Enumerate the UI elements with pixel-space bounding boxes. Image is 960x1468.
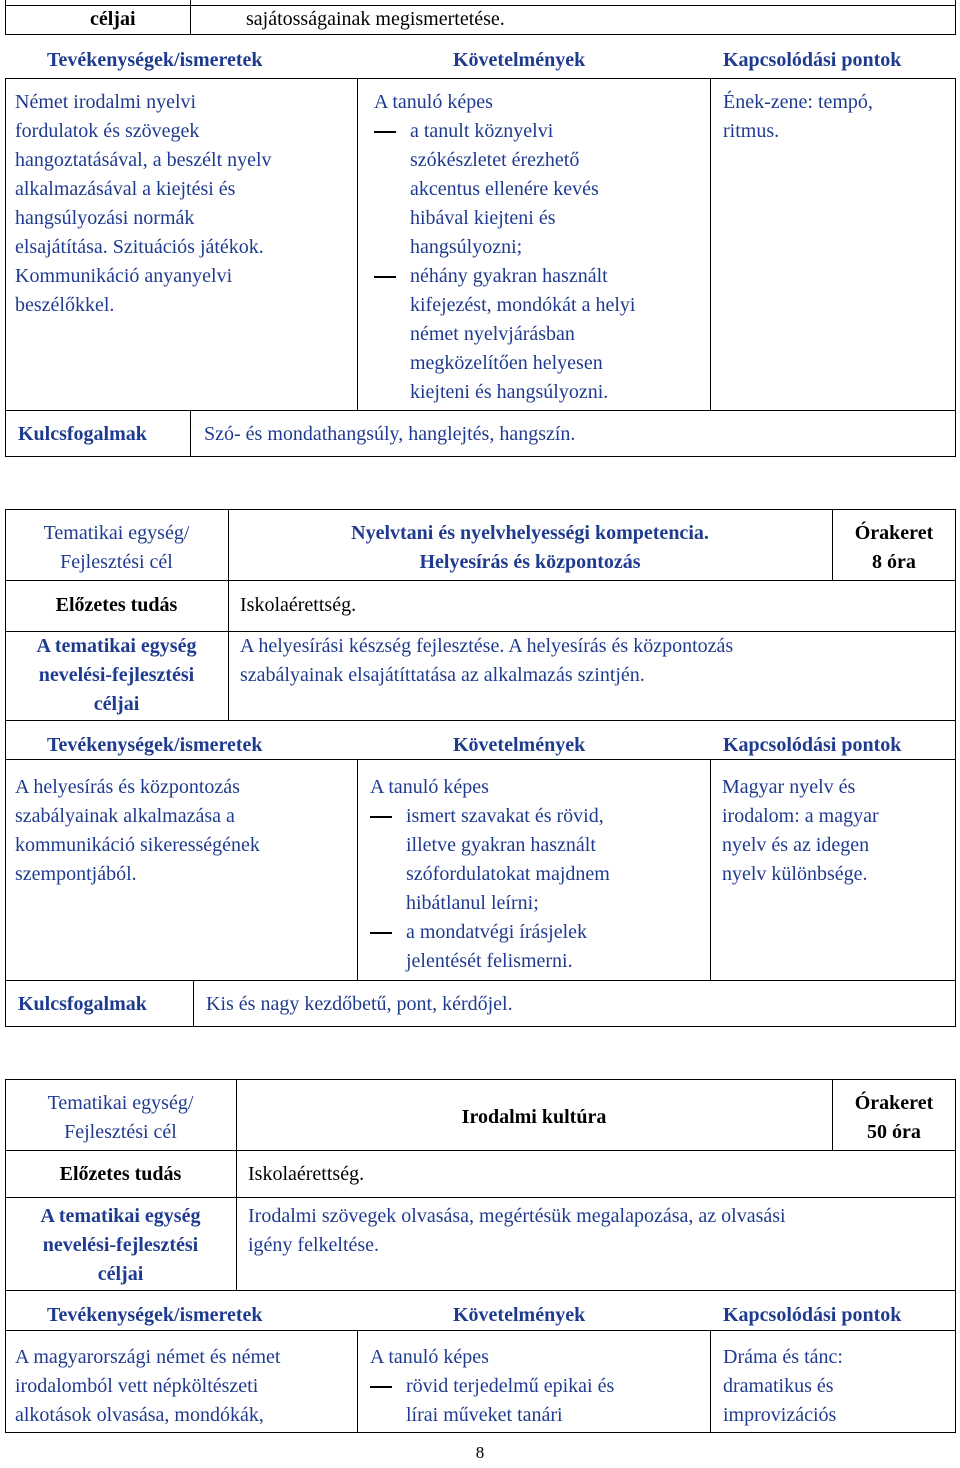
key-concepts-text: Szó- és mondathangsúly, hanglejtés, hangszín. (204, 423, 576, 445)
requirement-item: néhány gyakran használt kifejezést, mondókát a helyi német nyelvjárásban megközelítően helyesen kiejteni és hangsúlyozni. (410, 265, 636, 403)
rule (955, 78, 956, 456)
unit-title: Irodalmi kultúra (461, 1106, 607, 1128)
dash-bullet (370, 816, 392, 818)
page-number: 8 (475, 1443, 485, 1462)
prereq-text: Iskolaérettség. (240, 594, 357, 616)
requirement-item: a tanult köznyelvi szókészletet érezhető akcentus ellenére kevés hibával kiejteni és hangsúlyozni; (410, 120, 599, 258)
rule (710, 759, 711, 980)
rule (5, 980, 956, 981)
rule (5, 580, 956, 581)
goals-text: Irodalmi szövegek olvasása, megértésük megalapozása, az olvasási igény felkeltése. (248, 1205, 786, 1256)
rule (5, 456, 956, 457)
requirement-item: ismert szavakat és rövid, illetve gyakran használt szófordulatokat majdnem hibátlanul leírni; (406, 805, 610, 914)
prereq-label: Előzetes tudás (55, 594, 178, 616)
rule (5, 78, 6, 456)
activities-text: Német irodalmi nyelvi fordulatok és szövegek hangoztatásával, a beszélt nyelv alkalmazásával a kiejtési és hangsúlyozási normák elsajátítása. Szituációs játékok. Kommunikáció anyanyelvi beszélőkkel. (15, 91, 272, 316)
connections-text: Magyar nyelv és irodalom: a magyar nyelv és az idegen nyelv különbsége. (722, 776, 879, 885)
key-concepts-label: Kulcsfogalmak (18, 993, 147, 1015)
rule (5, 1432, 956, 1433)
rule (5, 1079, 956, 1080)
unit-label: Tematikai egység/ Fejlesztési cél (43, 522, 190, 573)
unit-label: Tematikai egység/ Fejlesztési cél (47, 1092, 194, 1143)
header-activities: Tevékenységek/ismeretek (47, 734, 263, 756)
rule (357, 1330, 358, 1432)
goals-label: A tematikai egység nevelési-fejlesztési céljai (40, 1205, 201, 1285)
requirement-item: rövid terjedelmű epikai és lírai műveket tanári (406, 1375, 615, 1426)
requirements-intro: A tanuló képes (370, 1346, 489, 1368)
rule (955, 0, 956, 34)
rule (190, 0, 191, 34)
header-requirements: Követelmények (453, 49, 586, 71)
goals-text: A helyesírási készség fejlesztése. A helyesírás és központozás szabályainak elsajátíttatása az alkalmazás szintjén. (240, 635, 734, 686)
header-requirements: Követelmények (453, 1304, 586, 1326)
rule (5, 78, 956, 79)
rule (5, 1150, 956, 1151)
requirements-intro: A tanuló képes (374, 91, 493, 113)
rule (357, 759, 358, 980)
prereq-text: Iskolaérettség. (248, 1163, 365, 1185)
header-connections: Kapcsolódási pontok (723, 49, 902, 71)
rule (5, 0, 6, 34)
hours-box: Órakeret 8 óra (854, 522, 934, 573)
rule (5, 410, 956, 411)
rule (5, 509, 6, 1026)
rule (5, 1290, 956, 1291)
header-connections: Kapcsolódási pontok (723, 1304, 902, 1326)
rule (357, 78, 358, 410)
dash-bullet (370, 1386, 392, 1388)
rule (190, 410, 191, 456)
rule (5, 34, 956, 35)
rule (955, 509, 956, 1026)
dash-bullet (374, 131, 396, 133)
key-concepts-label: Kulcsfogalmak (18, 423, 147, 445)
rule (5, 509, 956, 510)
rule (5, 1026, 956, 1027)
dash-bullet (374, 276, 396, 278)
activities-text: A magyarországi német és német irodalomból vett népköltészeti alkotások olvasása, mondókák, (15, 1346, 281, 1426)
dash-bullet (370, 932, 392, 934)
header-requirements: Követelmények (453, 734, 586, 756)
header-connections: Kapcsolódási pontok (723, 734, 902, 756)
rule (193, 980, 194, 1026)
goal-text: sajátosságainak megismertetése. (246, 8, 505, 30)
prereq-label: Előzetes tudás (59, 1163, 182, 1185)
goals-label: A tematikai egység nevelési-fejlesztési céljai (36, 635, 197, 715)
requirements-intro: A tanuló képes (370, 776, 489, 798)
requirement-item: a mondatvégi írásjelek jelentését felismerni. (406, 921, 588, 972)
goal-label: céljai (90, 8, 136, 30)
hours-box: Órakeret 50 óra (854, 1092, 934, 1143)
rule (5, 720, 956, 721)
connections-text: Ének-zene: tempó, ritmus. (723, 91, 873, 142)
unit-title: Nyelvtani és nyelvhelyességi kompetencia. Helyesírás és központozás (351, 522, 709, 573)
rule (710, 1330, 711, 1432)
rule (710, 78, 711, 410)
connections-text: Dráma és tánc: dramatikus és improvizációs (723, 1346, 843, 1426)
header-activities: Tevékenységek/ismeretek (47, 1304, 263, 1326)
header-activities: Tevékenységek/ismeretek (47, 49, 263, 71)
rule (5, 1330, 956, 1331)
rule (5, 1197, 956, 1198)
key-concepts-text: Kis és nagy kezdőbetű, pont, kérdőjel. (206, 993, 513, 1015)
activities-text: A helyesírás és központozás szabályainak alkalmazása a kommunikáció sikerességének szempontjából. (15, 776, 260, 885)
